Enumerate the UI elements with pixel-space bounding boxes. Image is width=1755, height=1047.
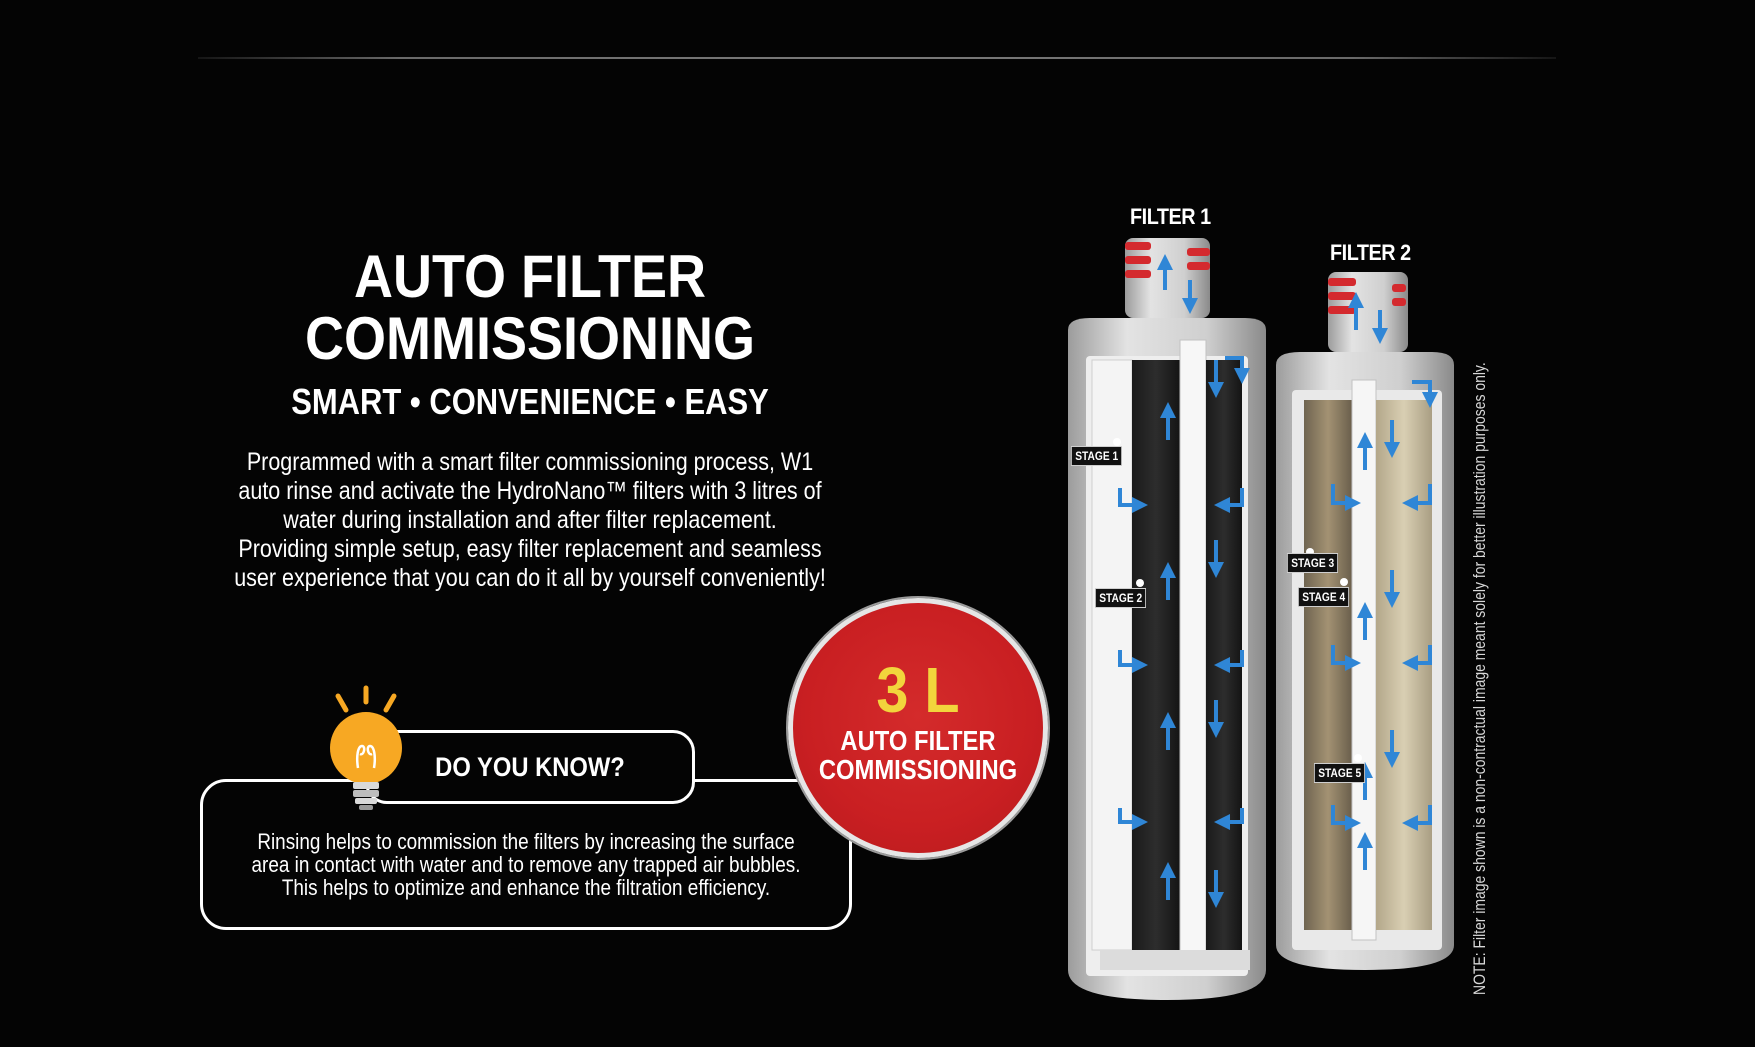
badge-label-line1: AUTO FILTER	[840, 725, 996, 756]
disclaimer-note: NOTE: Filter image shown is a non-contractual image meant solely for better illustration purposes only.	[1470, 362, 1489, 995]
stage-4-label: STAGE 4	[1298, 587, 1349, 607]
description-line: user experience that you can do it all by yourself conveniently!	[234, 564, 826, 592]
filter-2-label: FILTER 2	[1330, 240, 1411, 265]
badge-volume: 3 L	[876, 654, 960, 726]
page-title-line1: AUTO FILTER	[354, 243, 706, 310]
stage-1-label: STAGE 1	[1071, 446, 1122, 466]
tagline: SMART • CONVENIENCE • EASY	[291, 381, 769, 422]
badge-label-line2: COMMISSIONING	[818, 754, 1018, 785]
did-you-know-line: area in contact with water and to remove any trapped air bubbles.	[251, 852, 801, 877]
stage-5-label: STAGE 5	[1314, 763, 1365, 783]
did-you-know-line: This helps to optimize and enhance the filtration efficiency.	[281, 875, 771, 900]
filter-1-label: FILTER 1	[1130, 204, 1211, 229]
did-you-know-line: Rinsing helps to commission the filters by increasing the surface	[257, 829, 795, 854]
did-you-know-title: DO YOU KNOW?	[435, 751, 625, 782]
stage-2-label: STAGE 2	[1095, 588, 1146, 608]
description-line: water during installation and after filter replacement.	[283, 506, 777, 534]
description-line: Providing simple setup, easy filter replacement and seamless	[238, 535, 822, 563]
page-title-line2: COMMISSIONING	[304, 305, 755, 372]
stage-3-label: STAGE 3	[1287, 553, 1338, 573]
description-line: Programmed with a smart filter commissioning process, W1	[246, 448, 814, 476]
description-line: auto rinse and activate the HydroNano™ filters with 3 litres of	[238, 477, 822, 505]
